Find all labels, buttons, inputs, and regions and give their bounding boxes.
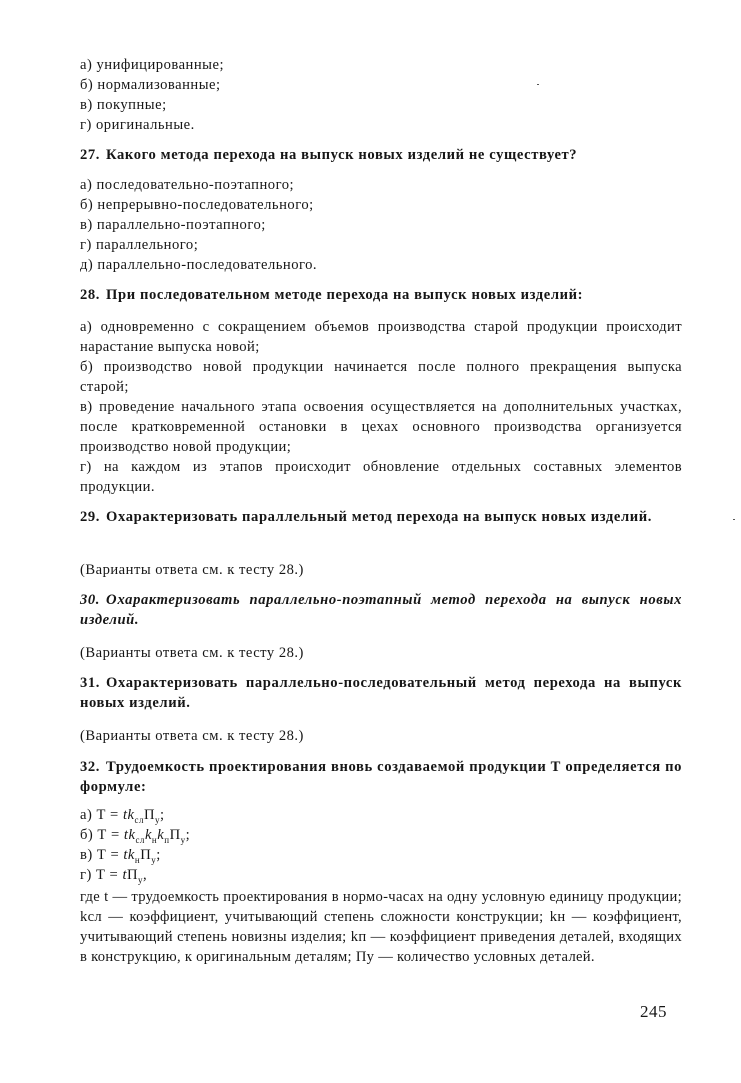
q27-heading [80,145,682,165]
q31-number: 31. [80,675,101,691]
q32-heading [80,757,682,797]
scan-speck [733,519,735,520]
q32-formula-c: в) $Т = tk_нП_у$; [80,847,161,865]
q28-option-c: в) проведение начального этапа освоения осуществляется на дополнительных участках, после кратковременной остановки в цехах основного производства организуется производство новой продукции; [80,399,682,455]
q32-formula-d: г) $Т = tП_у$, [80,867,148,885]
q27-option-c: в) параллельно-поэтапного; [80,217,266,233]
q32-formula-c-label: в) Т = [80,847,124,863]
q32-formula-a-label: а) Т = [80,807,123,823]
q27-question: Какого метода перехода на выпуск новых изделий не существует? [106,147,578,163]
q26-option-d: г) оригинальные. [80,117,195,133]
q26-option-b: б) нормализованные; [80,77,221,93]
scan-speck [537,84,539,85]
q28-number: 28. [80,287,101,303]
q28-option-b: б) производство новой продукции начинается после полного прекращения выпуска старой; [80,359,682,395]
q32-legend: где t — трудоемкость проектирования в нормо-часах на одну условную единицу продукции; kсл — коэффициент, учитывающий степень сложности конструкции; kн — коэффициент, учитывающий степень новизны изделия; kп — коэффициент приведения деталей, входящих в конструкцию, к оригинальным деталям; Пу — количество условных деталей. [80,889,682,965]
q29-heading [80,507,682,527]
q32-formula-b: б) $Т = tk_{сл}k_нk_пП_у$; [80,827,191,845]
q29-question: Охарактеризовать параллельный метод перехода на выпуск новых изделий. [106,509,653,525]
q27-option-d: г) параллельного; [80,237,199,253]
q27-option-b: б) непрерывно-последовательного; [80,197,314,213]
q32-question: Трудоемкость проектирования вновь создаваемой продукции Т определяется по формуле: [80,759,682,795]
q31-question: Охарактеризовать параллельно-последовательный метод перехода на выпуск новых изделий. [80,675,682,711]
q28-option-d: г) на каждом из этапов происходит обновление отдельных составных элементов продукции. [80,459,682,495]
q26-option-a: а) унифицированные; [80,57,225,73]
q32-number: 32. [80,759,101,775]
q31-heading [80,673,682,713]
q30-heading [80,590,682,630]
q28-heading [80,285,682,305]
q27-number: 27. [80,147,101,163]
q32-formula-b-label: б) Т = [80,827,124,843]
q26-option-c: в) покупные; [80,97,167,113]
q30-answer-ref: (Варианты ответа см. к тесту 28.) [80,645,304,661]
q30-question: Охарактеризовать параллельно-поэтапный метод перехода на выпуск новых изделий. [80,592,682,628]
q28-question: При последовательном методе перехода на выпуск новых изделий: [106,287,584,303]
q29-answer-ref: (Варианты ответа см. к тесту 28.) [80,562,304,578]
q27-option-e: д) параллельно-последовательного. [80,257,318,273]
page-number: 245 [640,1002,667,1021]
q32-formula-a: а) $Т = tk_{сл}П_у$; [80,807,165,825]
q30-number: 30. [80,592,101,608]
q27-option-a: а) последовательно-поэтапного; [80,177,295,193]
q29-number: 29. [80,509,101,525]
q32-formula-d-label: г) Т = [80,867,123,883]
q28-option-a: а) одновременно с сокращением объемов производства старой продукции происходит нарастание выпуска новой; [80,319,682,355]
q31-answer-ref: (Варианты ответа см. к тесту 28.) [80,728,304,744]
